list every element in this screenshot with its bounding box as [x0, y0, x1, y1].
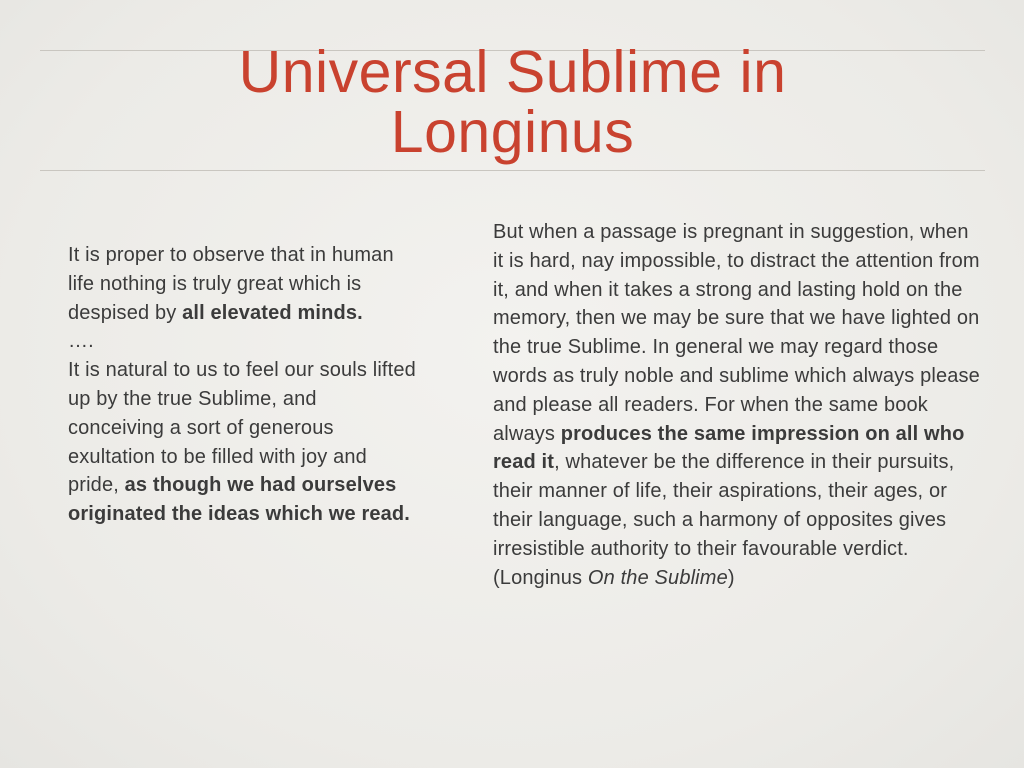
left-para1-text: It is proper to observe that in human life nothing is truly great which is despised by: [68, 244, 394, 324]
right-text-3: ): [727, 566, 735, 589]
title-line-1: Universal Sublime in: [238, 39, 787, 105]
left-para1-bold: all elevated minds.: [182, 301, 363, 324]
right-italic-title: On the Sublime: [587, 566, 728, 589]
right-paragraph: [493, 218, 983, 592]
slide-title: [110, 39, 915, 165]
left-column-text: [68, 241, 418, 529]
left-paragraph: [68, 241, 418, 529]
right-bold: produces the same impression on all who read it: [493, 422, 965, 474]
left-para2-text: It is natural to us to feel our souls lifted up by the true Sublime, and conceiving a sort of generous exultation to be filled with joy and pride,: [68, 359, 416, 497]
right-text-1: But when a passage is pregnant in suggestion, when it is hard, nay impossible, to distract the attention from it, and when it takes a strong and lasting hold on the memory, then we may be sure that we have lighted on the true Sublime. In general we may regard those words as truly noble and sublime which always please and please all readers. For when the same book always: [493, 221, 980, 445]
right-column-text: [493, 218, 983, 592]
right-text-2: , whatever be the difference in their pursuits, their manner of life, their aspirations, their ages, or their language, such a harmony of opposites gives irresistible authority to their favourable verdict. (Longinus: [493, 451, 955, 589]
title-line-2: Longinus: [390, 99, 635, 165]
left-para2-bold: as though we had ourselves originated the ideas which we read.: [68, 474, 410, 526]
title-rule-bottom: [40, 170, 985, 171]
left-ellipsis: ….: [68, 330, 94, 353]
